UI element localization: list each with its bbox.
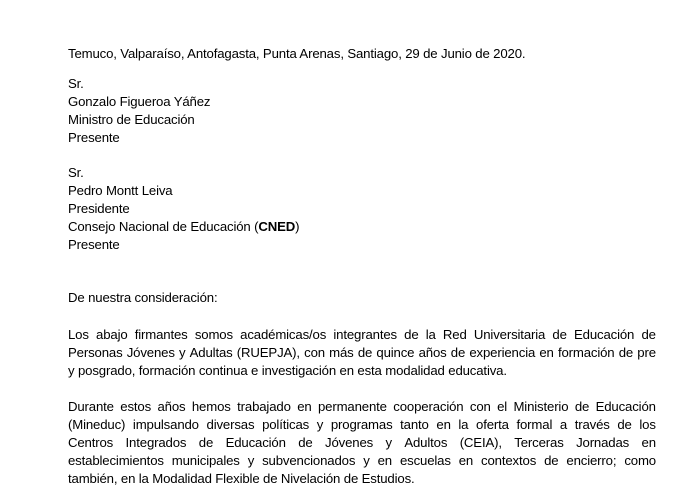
recipient1-title: Ministro de Educación xyxy=(68,112,195,127)
recipient1-closing: Presente xyxy=(68,130,120,145)
paragraph-line: (Mineduc) impulsando diversas políticas y programas tanto en la oferta formal a través de los xyxy=(68,417,656,432)
org-suffix: ) xyxy=(295,219,300,234)
paragraph-cooperation xyxy=(68,398,656,488)
recipient2-title: Presidente xyxy=(68,201,130,216)
paragraph-line: establecimientos municipales y subvencionados y en escuelas en contextos de encierro; como xyxy=(68,453,656,468)
paragraph-introduction xyxy=(68,326,656,380)
paragraph-line: Centros Integrados de Educación de Jóvenes y Adultos (CEIA), Terceras Jornadas en xyxy=(68,435,656,450)
recipient1-salutation: Sr. xyxy=(68,76,84,91)
org-acronym: CNED xyxy=(258,219,296,234)
paragraph-line: Personas Jóvenes y Adultas (RUEPJA), con más de quince años de experiencia en formación de pre xyxy=(68,345,656,360)
place-date-line: Temuco, Valparaíso, Antofagasta, Punta Arenas, Santiago, 29 de Junio de 2020. xyxy=(68,46,526,61)
recipient2-name: Pedro Montt Leiva xyxy=(68,183,173,198)
paragraph-line: y posgrado, formación continua e investigación en esta modalidad educativa. xyxy=(68,363,507,378)
recipient1-name: Gonzalo Figueroa Yáñez xyxy=(68,94,211,109)
greeting: De nuestra consideración: xyxy=(68,290,218,305)
paragraph-line: también, en la Modalidad Flexible de Nivelación de Estudios. xyxy=(68,471,415,486)
paragraph-line: Los abajo firmantes somos académicas/os integrantes de la Red Universitaria de Educación de xyxy=(68,327,656,342)
paragraph-line: Durante estos años hemos trabajado en permanente cooperación con el Ministerio de Educación xyxy=(68,399,656,414)
recipient2-salutation: Sr. xyxy=(68,165,84,180)
org-name: Consejo Nacional de Educación ( xyxy=(68,219,259,234)
recipient2-organization xyxy=(68,218,299,236)
recipient2-closing: Presente xyxy=(68,237,120,252)
